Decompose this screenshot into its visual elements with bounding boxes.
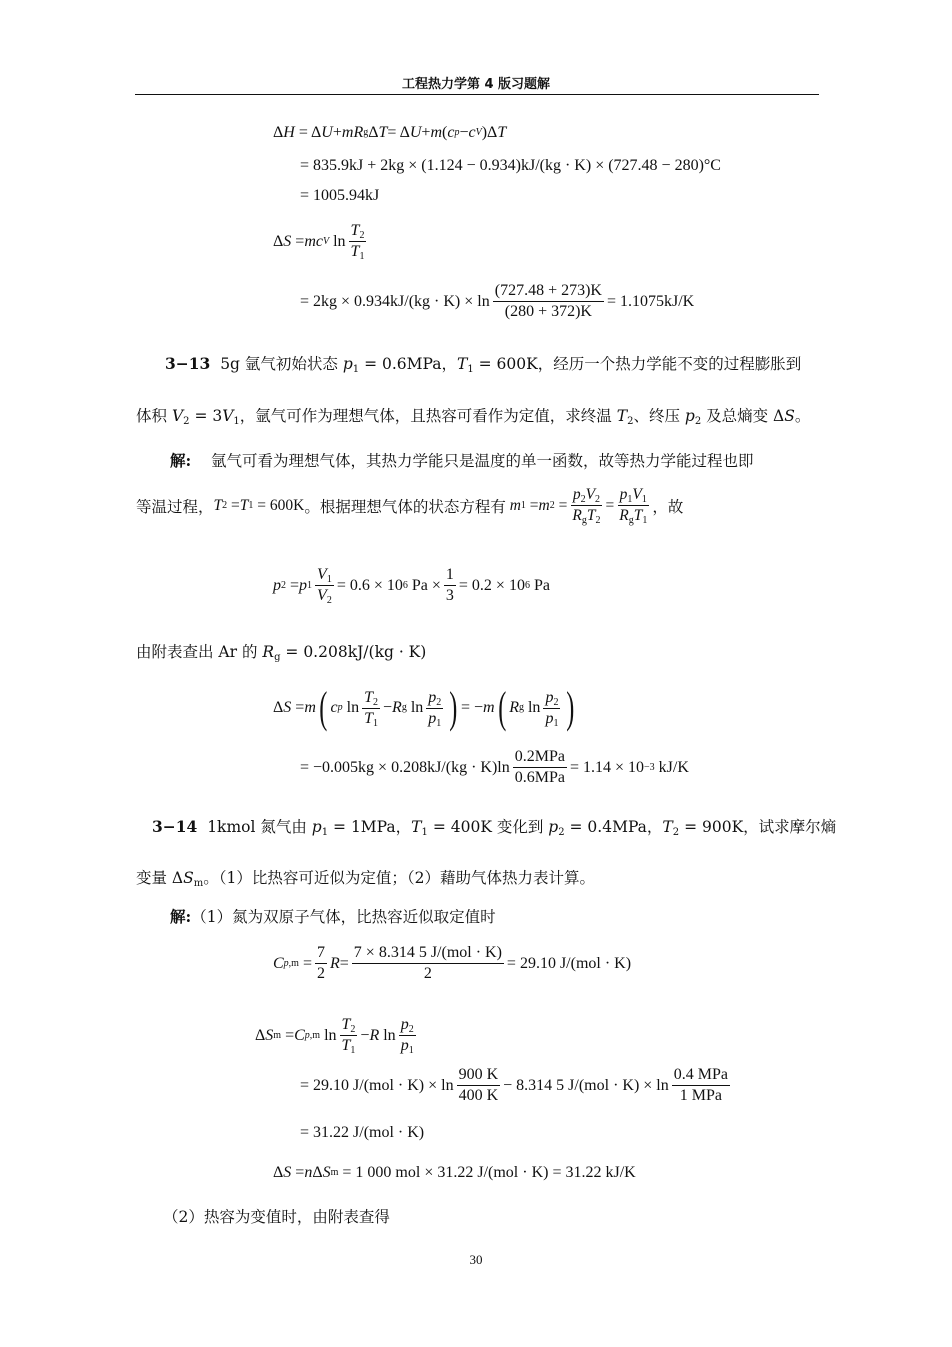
solution-3-14-line1: 解:（1）氮为双原子气体，比热容近似取定值时	[170, 907, 496, 926]
solution-3-13-line2: 等温过程， T 2 = T 1 = 600K 。根据理想气体的状态方程有 m 1 = m 2 = $\frac{p_2V_2}{R_gT_2}$ = $\frac{p_1V_1}{R_gT_1}$ ，故	[136, 486, 684, 526]
equation-delta-h-result: = 1005.94kJ	[300, 187, 380, 204]
page-number: 30	[469, 1252, 483, 1267]
equation-delta-s-argon-values: = −0.005kg × 0.208kJ/(kg · K)ln $\frac{\text{0.2MPa}}{\text{0.6MPa}}$ = 1.14 × 10 −3 kJ/K	[300, 748, 689, 786]
equation-delta-sm-values: = 29.10 J/(mol · K) × ln $\frac{900 K}{400 K}$ − 8.314 5 J/(mol · K) × ln $\frac{\text{0.4 MPa}}{\text{1 MPa}}$	[300, 1066, 728, 1104]
problem-3-14-line2: 变量 $\Delta S_m$。（1）比热容可近似为定值；（2）藉助气体热力表计算。	[136, 869, 595, 889]
problem-3-13-line1: 3−13 5g 氩气初始状态 $p_1 = 0.6MPa$，$T_1 = 600K$，经历一个热力学能不变的过程膨胀到	[165, 354, 802, 375]
equation-delta-h: Δ H = Δ U + mR g Δ T = Δ U + m ( c p − c V )Δ T	[273, 124, 507, 141]
solution-3-13-line1: 解: 氩气可看为理想气体，其热力学能只是温度的单一函数，故等热力学能过程也即	[170, 451, 754, 470]
equation-delta-h-values: = 835.9kJ + 2kg × (1.124 − 0.934)kJ/(kg · K) × (727.48 − 280)°C	[300, 157, 721, 174]
equation-p2: p 2 = p 1 $\frac{V_1}{V_2}$ = 0.6 × 10 6 Pa × $\frac{1}{3}$ = 0.2 × 10 6 Pa	[273, 566, 550, 606]
page-header: 工程热力学第 4 版习题解	[401, 77, 551, 92]
equation-cpm: C p,m = $\frac{7}{2}$ R = $\frac{\text{7 × 8.314 5 J/(mol · K)}}{2}$ = 29.10 J/(mol · K)	[273, 944, 632, 982]
equation-delta-sm: Δ S m = C p,m ln $\frac{T_2}{T_1}$ − R ln $\frac{p_2}{p_1}$	[255, 1016, 414, 1056]
equation-delta-sm-result: = 31.22 J/(mol · K)	[300, 1124, 425, 1141]
equation-delta-s-total: Δ S = n Δ S m = 1 000 mol × 31.22 J/(mol · K) = 31.22 kJ/K	[273, 1164, 636, 1181]
equation-delta-s-values: = 2kg × 0.934kJ/(kg · K) × ln $\frac{(727.48 + 273)K}{(280 + 372)K}$ = 1.1075kJ/K	[300, 282, 695, 320]
equation-delta-s: Δ S = mc V ln $\frac{T_2}{T_1}$	[273, 222, 365, 262]
equation-delta-s-argon: Δ S = m ( c p ln $\frac{T_2}{T_1}$ − R g ln $\frac{p_2}{p_1}$ ) = − m ( R g ln $\frac{p_2}{p_1}$ )	[273, 683, 575, 732]
problem-3-14-line1: 3−14 1kmol 氮气由 $p_1 = 1MPa$，$T_1 = 400K$ 变化到 $p_2 = 0.4MPa$，$T_2 = 900K$，试求摩尔熵	[152, 817, 837, 838]
problem-3-13-line2: 体积 $V_2 = 3V_1$，氩气可作为理想气体，且热容可看作为定值，求终温 $T_2$、终压 $p_2$ 及总熵变 ΔS。	[136, 407, 811, 427]
solution-3-14-part2: （2）热容为变值时，由附表查得	[163, 1208, 390, 1226]
header-rule	[135, 94, 819, 95]
table-lookup-text: 由附表查出 Ar 的 $R_g = 0.208kJ/(kg \cdot K)$	[136, 643, 427, 663]
